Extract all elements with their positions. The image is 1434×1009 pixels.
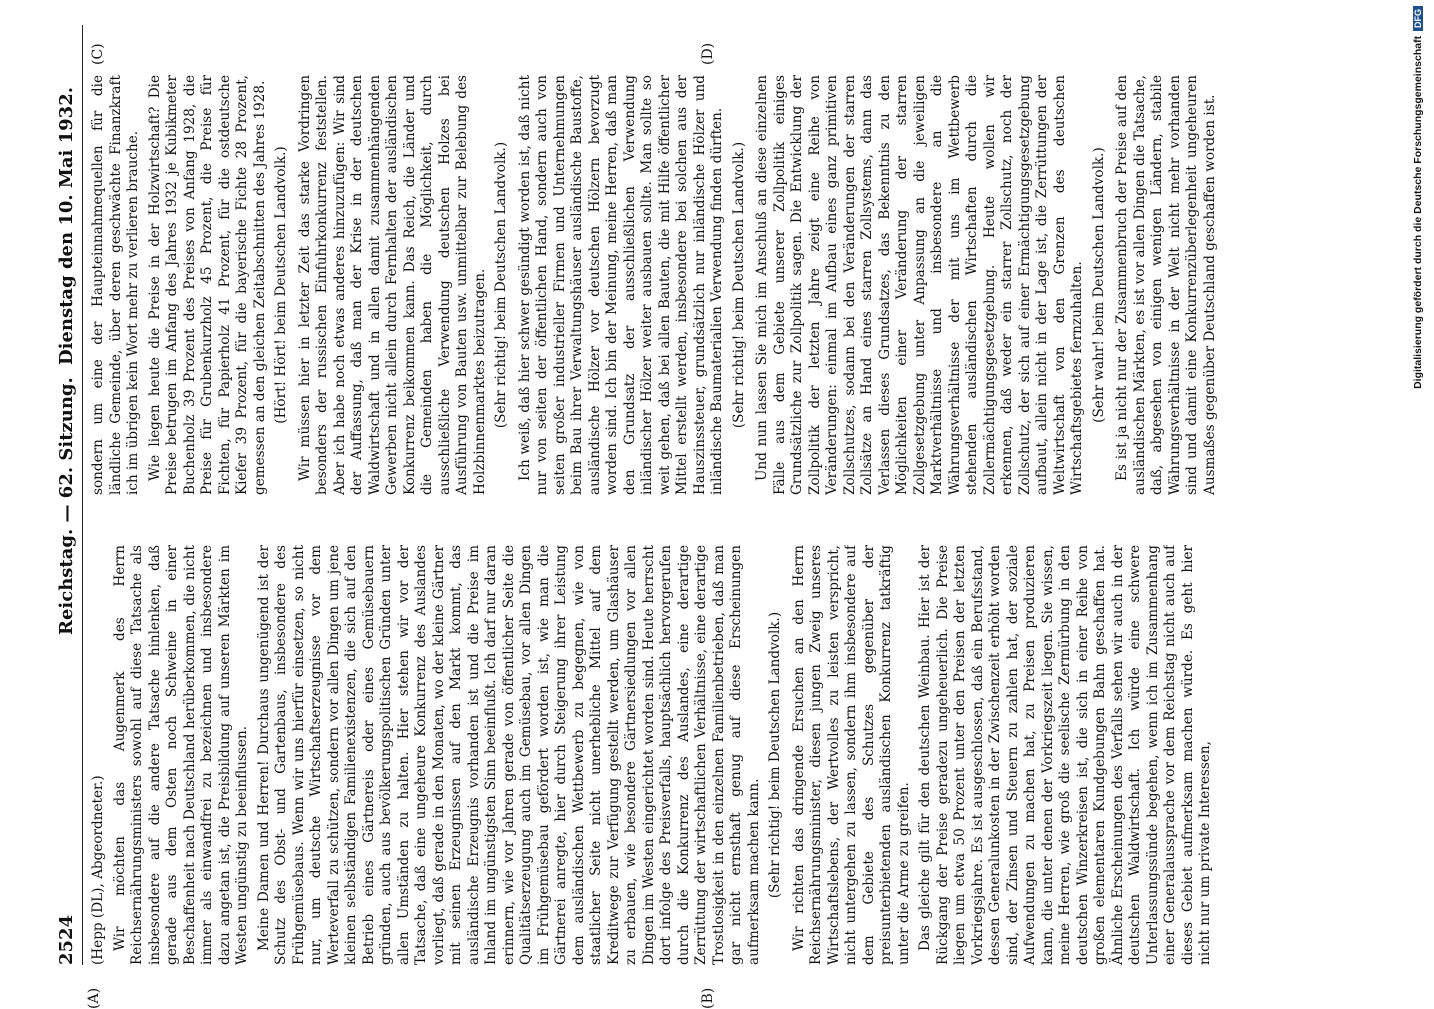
session-date: Dienstag den 10. Mai 1932. (56, 87, 77, 365)
right-column (90, 75, 1280, 495)
margin-marker-b: (B) (700, 987, 716, 1009)
left-column (90, 545, 1280, 965)
paragraph: Wir richten das dringende Ersuchen an den Herrn Reichsernährungsminister, diesen jungen Zweig unseres Wirtschaftslebens, der Wertvolles zu leisten verspricht, nicht untergehen zu lassen, sondern ihm insbesondere auf dem Gebiete des Schutzes gegenüber der preisunterbietenden ausländischen Konkurrenz tatkräftig unter die Arme zu greifen. (790, 545, 912, 965)
margin-marker-a: (A) (86, 987, 102, 1009)
paragraph: Wie liegen heute die Preise in der Holzwirtschaft? Die Preise betrugen im Anfang des Jahres 1932 je Kubikmeter Buchenholz 39 Prozent des Preises von Anfang 1928, die Preise für Grubenkurzholz 45 Prozent, die Preise für Fichten, für Papierholz 41 Prozent, für die ostdeutsche Kiefer 39 Prozent, für die bayerische Fichte 28 Prozent, gemessen an den gleichen Zeitabschnitten des Jahres 1928. (146, 75, 268, 495)
paragraph: Ich weiß, daß hier schwer gesündigt worden ist, daß nicht nur von seiten der öffentlichen Hand, sondern auch von seiten großer industrieller Firmen und Unternehmungen beim Bau ihrer Verwaltungshäuser ausländische Baustoffe, ausländische Hölzer vor deutschen Hölzern bevorzugt worden sind. Ich bin der Meinung, meine Herren, daß man den Grundsatz der ausschließlichen Verwendung inländischer Hölzer weiter ausbauen sollte. Man sollte so weit gehen, daß bei allen Bauten, die mit Hilfe öffentlicher Mittel erstellt werden, insbesondere bei solchen aus der Hauszinssteuer, grundsätzlich nur inländische Hölzer und inländische Baumaterialien Verwendung finden dürften. (516, 75, 725, 495)
interjection: (Sehr richtig! beim Deutschen Landvolk.) (730, 141, 747, 429)
interjection: (Sehr wahr! beim Deutschen Landvolk.) (1090, 147, 1107, 423)
page-header (50, 25, 83, 965)
session-title: Reichstag. — 62. Sitzung. (56, 377, 77, 635)
dfg-logo: DFG (1413, 6, 1423, 31)
digitization-note: Digitalisierung gefördert durch die Deutsche Forschungsgemeinschaft (1412, 35, 1424, 389)
paragraph: Das gleiche gilt für den deutschen Weinbau. Hier ist der Rückgang der Preise geradezu ungeheuerlich. Die Preise liegen um etwa 50 Prozent unter den Preisen der letzten Vorkriegsjahre. Es ist ausgeschlossen, daß ein Berufsstand, dessen Generalunkosten in der Zwischenzeit erhöht worden sind, der Zinsen und Steuern zu zahlen hat, der soziale Aufwendungen zu machen hat, zu Preisen produzieren kann, die unter denen der Vorkriegszeit liegen. Sie wissen, meine Herren, wie groß die seelische Zermürbung in den deutschen Winzerkreisen ist, die sich in einer Reihe von großen elementaren Kundgebungen Bahn geschaffen hat. Ähnliche Erscheinungen des Verfalls sehen wir auch in der deutschen Waldwirtschaft. Ich würde eine schwere Unterlassungssünde begehen, wenn ich im Zusammenhang einer Generalaussprache vor dem Reichstag nicht auch auf dieses Gebiet aufmerksam machen würde. Es geht hier nicht nur um private Interessen, (917, 545, 1213, 965)
interjection: (Hört! Hört! beim Deutschen Landvolk.) (273, 146, 289, 424)
digitization-sidebar (1408, 6, 1430, 996)
paragraph: Wir möchten das Augenmerk des Herrn Reichsernährungsministers sowohl auf diese Tatsache als insbesondere auf die andere Tatsache hinlenken, daß gerade aus dem Osten noch Schweine in einer Beschaffenheit nach Deutschland herüberkommen, die nicht immer als einwandfrei zu bezeichnen und insbesondere dazu angetan ist, die Preisbildung auf unseren Märkten im Westen ungünstig zu beeinflussen. (111, 545, 250, 965)
speaker-line: (Hepp (DL), Abgeordneter.) (90, 775, 106, 965)
interjection: (Sehr richtig! beim Deutschen Landvolk.) (493, 141, 509, 429)
paragraph: Es ist ja nicht nur der Zusammenbruch der Preise auf den ausländischen Märkten, es ist vor allen Dingen die Tatsache, daß, abgesehen von einigen wenigen Ländern, stabile Währungsverhältnisse in der Welt nicht mehr vorhanden sind und damit eine Konkurrenzüberlegenheit ungeheuren Ausmaßes gegenüber Deutschland geschaffen worden ist. (1114, 75, 1218, 495)
page-number: 2524 (56, 914, 77, 965)
paragraph: Und nun lassen Sie mich im Anschluß an diese einzelnen Fälle aus dem Gebiete unserer Zollpolitik einiges Grundsätzliche zur Zollpolitik sagen. Die Entwicklung der Zollpolitik der letzten Jahre zeigt eine Reihe von Veränderungen: einmal im Aufbau eines ganz primitiven Zollschutzes, sodann bei den Veränderungen der starren Zollsätze an Hand eines starren Zollsystems, dann das Verlassen dieses Grundsatzes, das Bekenntnis zu den Möglichkeiten einer Veränderung der starren Zollgesetzgebung unter Anpassung an die jeweiligen Marktverhältnisse und insbesondere an die Währungsverhältnisse der mit uns im Wettbewerb stehenden ausländischen Wirtschaften durch die Zollermächtigungsgesetzgebung. Heute wollen wir erkennen, daß weder ein starrer Zollschutz, noch der Zollschutz, der sich auf einer Ermächtigungsgesetzgebung aufbaut, allein nicht in der Lage ist, die Zerrüttungen der Weltwirtschaft von den Grenzen des deutschen Wirtschaftsgebietes fernzuhalten. (754, 75, 1085, 495)
margin-marker-d: (D) (700, 42, 716, 65)
rotated-page-content (50, 25, 1340, 1009)
paragraph: Meine Damen und Herren! Durchaus ungenügend ist der Schutz des Obst- und Gartenbaus, insbesondere des Frühgemüsebaus. Wenn wir uns hierfür einsetzen, so nicht nur, um deutsche Wirtschaftserzeugnisse vor dem Werteverfall zu schützen, sondern vor allen Dingen um jene kleinen selbständigen Familienexistenzen, die sich auf den Betrieb eines Gärtnereis oder eines Gemüsebauern gründen, auch aus bevölkerungspolitischen Gründen unter allen Umständen zu halten. Hier stehen wir vor der Tatsache, daß eine ungeheure Konkurrenz des Auslandes vorliegt, daß gerade in den Monaten, wo der kleine Gärtner mit seinen Erzeugnissen auf den Markt kommt, das ausländische Erzeugnis vorhanden ist und die Preise im Inland im ungünstigsten Sinn beeinflußt. Ich darf nur daran erinnern, wie vor Jahren gerade von öffentlicher Seite die Qualitätserzeugung auch im Gemüsebau, vor allen Dingen im Frühgemüsebau gefördert worden ist, wie man die Gärtnerei anregte, hier durch Steigerung ihrer Leistung dem ausländischen Wettbewerb zu begegnen, wie von staatlicher Seite nicht unerhebliche Mittel auf dem Kreditwege zur Verfügung gestellt werden, um Glashäuser zu erbauen, wie besondere Gärtnersiedlungen vor allen Dingen im Westen eingerichtet worden sind. Heute herrscht dort infolge des Preisverfalls, hauptsächlich hervorgerufen durch die Konkurrenz des Auslandes, eine derartige Zerrüttung der wirtschaftlichen Verhältnisse, eine derartige Trostlosigkeit in den einzelnen Familienbetrieben, daß man gar nicht ernsthaft genug auf diese Erscheinungen aufmerksam machen kann. (255, 545, 762, 965)
paragraph: Wir müssen hier in letzter Zeit das starke Vordringen besonders der russischen Einfuhrkonkurrenz feststellen. Aber ich habe noch etwas anderes hinzuzufügen: Wir sind der Auffassung, daß man der Krise in der deutschen Waldwirtschaft und in allen damit zusammenhängenden Gewerben nicht allein durch Fernhalten der ausländischen Konkurrenz beikommen kann. Das Reich, die Länder und die Gemeinden haben die Möglichkeit, durch ausschließliche Verwendung deutschen Holzes bei Ausführung von Bauten usw. unmittelbar zur Belebung des Holzbinnenmarktes beizutragen. (296, 75, 488, 495)
interjection: (Sehr richtig! beim Deutschen Landvolk.) (767, 611, 783, 899)
paragraph: sondern um eine der Haupteinnahmequellen für die ländliche Gemeinde, über deren geschwächte Finanzkraft ich im übrigen kein Wort mehr zu verlieren brauche. (90, 75, 141, 495)
margin-marker-c: (C) (90, 43, 106, 65)
